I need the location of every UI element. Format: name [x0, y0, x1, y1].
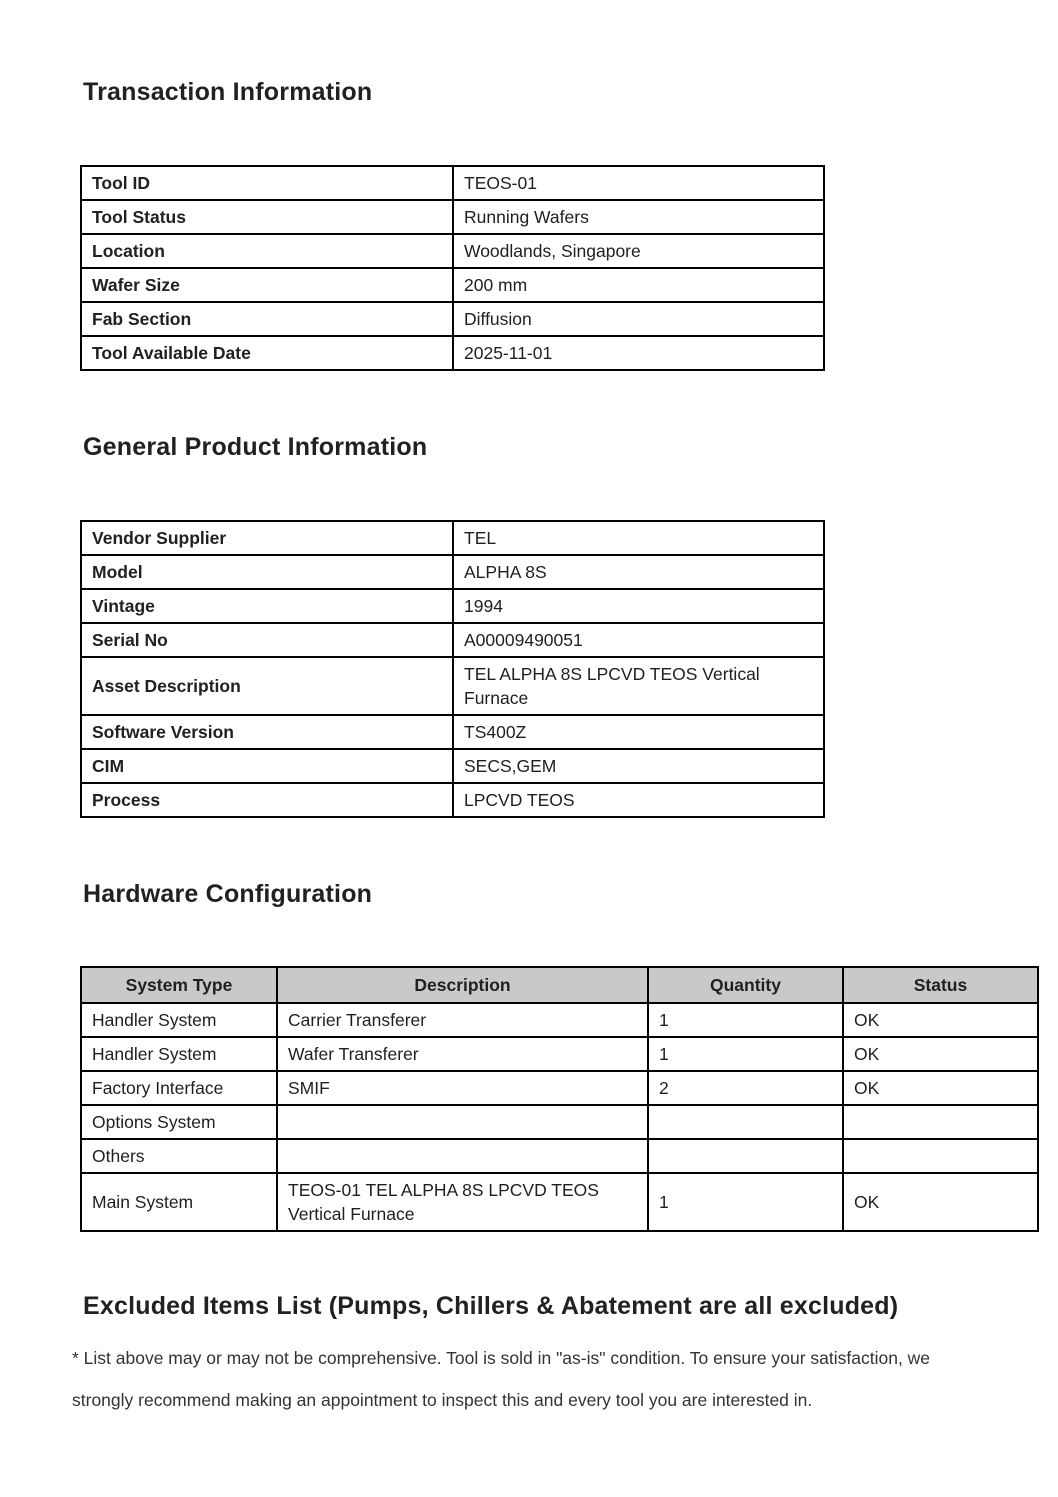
- field-value: 200 mm: [453, 268, 824, 302]
- field-value: ALPHA 8S: [453, 555, 824, 589]
- table-row: [81, 1139, 1038, 1173]
- cell: Main System: [81, 1173, 277, 1231]
- field-label: Fab Section: [81, 302, 453, 336]
- transaction-information-heading: Transaction Information: [83, 78, 373, 106]
- excluded-items-heading: Excluded Items List (Pumps, Chillers & Abatement are all excluded): [83, 1292, 899, 1320]
- table-row: [81, 749, 824, 783]
- cell: 1: [648, 1037, 843, 1071]
- cell: Wafer Transferer: [277, 1037, 648, 1071]
- cell: Handler System: [81, 1003, 277, 1037]
- field-label: Tool ID: [81, 166, 453, 200]
- field-value: A00009490051: [453, 623, 824, 657]
- cell: Factory Interface: [81, 1071, 277, 1105]
- field-value: TS400Z: [453, 715, 824, 749]
- table-row: [81, 1071, 1038, 1105]
- column-header: Status: [843, 967, 1038, 1003]
- field-label: Model: [81, 555, 453, 589]
- table-row: [81, 302, 824, 336]
- field-label: Software Version: [81, 715, 453, 749]
- cell: [648, 1139, 843, 1173]
- table-row: [81, 166, 824, 200]
- cell: [277, 1105, 648, 1139]
- cell: Options System: [81, 1105, 277, 1139]
- cell: [843, 1139, 1038, 1173]
- table-row: [81, 1003, 1038, 1037]
- field-value: TEL: [453, 521, 824, 555]
- hardware-configuration-heading: Hardware Configuration: [83, 880, 373, 908]
- field-label: Wafer Size: [81, 268, 453, 302]
- table-row: [81, 589, 824, 623]
- field-value: Woodlands, Singapore: [453, 234, 824, 268]
- cell: 1: [648, 1173, 843, 1231]
- cell: Carrier Transferer: [277, 1003, 648, 1037]
- general-product-information-heading: General Product Information: [83, 433, 428, 461]
- field-value: TEOS-01: [453, 166, 824, 200]
- field-value: 2025-11-01: [453, 336, 824, 370]
- field-label: Vendor Supplier: [81, 521, 453, 555]
- cell: Handler System: [81, 1037, 277, 1071]
- table-row: [81, 200, 824, 234]
- table-row: [81, 715, 824, 749]
- table-row: [81, 623, 824, 657]
- column-header: Description: [277, 967, 648, 1003]
- cell: OK: [843, 1071, 1038, 1105]
- cell: TEOS-01 TEL ALPHA 8S LPCVD TEOS Vertical Furnace: [277, 1173, 648, 1231]
- table-row: [81, 1037, 1038, 1071]
- cell: [843, 1105, 1038, 1139]
- cell: [277, 1139, 648, 1173]
- table-row: [81, 1173, 1038, 1231]
- transaction-information-table: [80, 165, 825, 371]
- field-label: Asset Description: [81, 657, 453, 715]
- cell: OK: [843, 1173, 1038, 1231]
- field-value: Running Wafers: [453, 200, 824, 234]
- field-label: Tool Status: [81, 200, 453, 234]
- table-row: [81, 783, 824, 817]
- cell: 1: [648, 1003, 843, 1037]
- field-label: Vintage: [81, 589, 453, 623]
- field-label: Tool Available Date: [81, 336, 453, 370]
- cell: OK: [843, 1037, 1038, 1071]
- cell: [648, 1105, 843, 1139]
- field-value: LPCVD TEOS: [453, 783, 824, 817]
- as-is-disclaimer-text: * List above may or may not be comprehensive. Tool is sold in "as-is" condition. To ensure your satisfaction, we strongly recommend making an appointment to inspect this and every tool you are interested in.: [72, 1348, 931, 1411]
- field-label: CIM: [81, 749, 453, 783]
- table-row: [81, 268, 824, 302]
- hardware-table-header-row: [81, 967, 1038, 1003]
- hardware-configuration-table: [80, 966, 1039, 1232]
- field-value: Diffusion: [453, 302, 824, 336]
- column-header: Quantity: [648, 967, 843, 1003]
- table-row: [81, 521, 824, 555]
- field-value: SECS,GEM: [453, 749, 824, 783]
- table-row: [81, 657, 824, 715]
- field-value: TEL ALPHA 8S LPCVD TEOS Vertical Furnace: [453, 657, 824, 715]
- table-row: [81, 555, 824, 589]
- cell: SMIF: [277, 1071, 648, 1105]
- cell: OK: [843, 1003, 1038, 1037]
- cell: Others: [81, 1139, 277, 1173]
- field-label: Serial No: [81, 623, 453, 657]
- field-label: Process: [81, 783, 453, 817]
- column-header: System Type: [81, 967, 277, 1003]
- field-value: 1994: [453, 589, 824, 623]
- cell: 2: [648, 1071, 843, 1105]
- general-product-information-table: [80, 520, 825, 818]
- field-label: Location: [81, 234, 453, 268]
- table-row: [81, 1105, 1038, 1139]
- table-row: [81, 234, 824, 268]
- table-row: [81, 336, 824, 370]
